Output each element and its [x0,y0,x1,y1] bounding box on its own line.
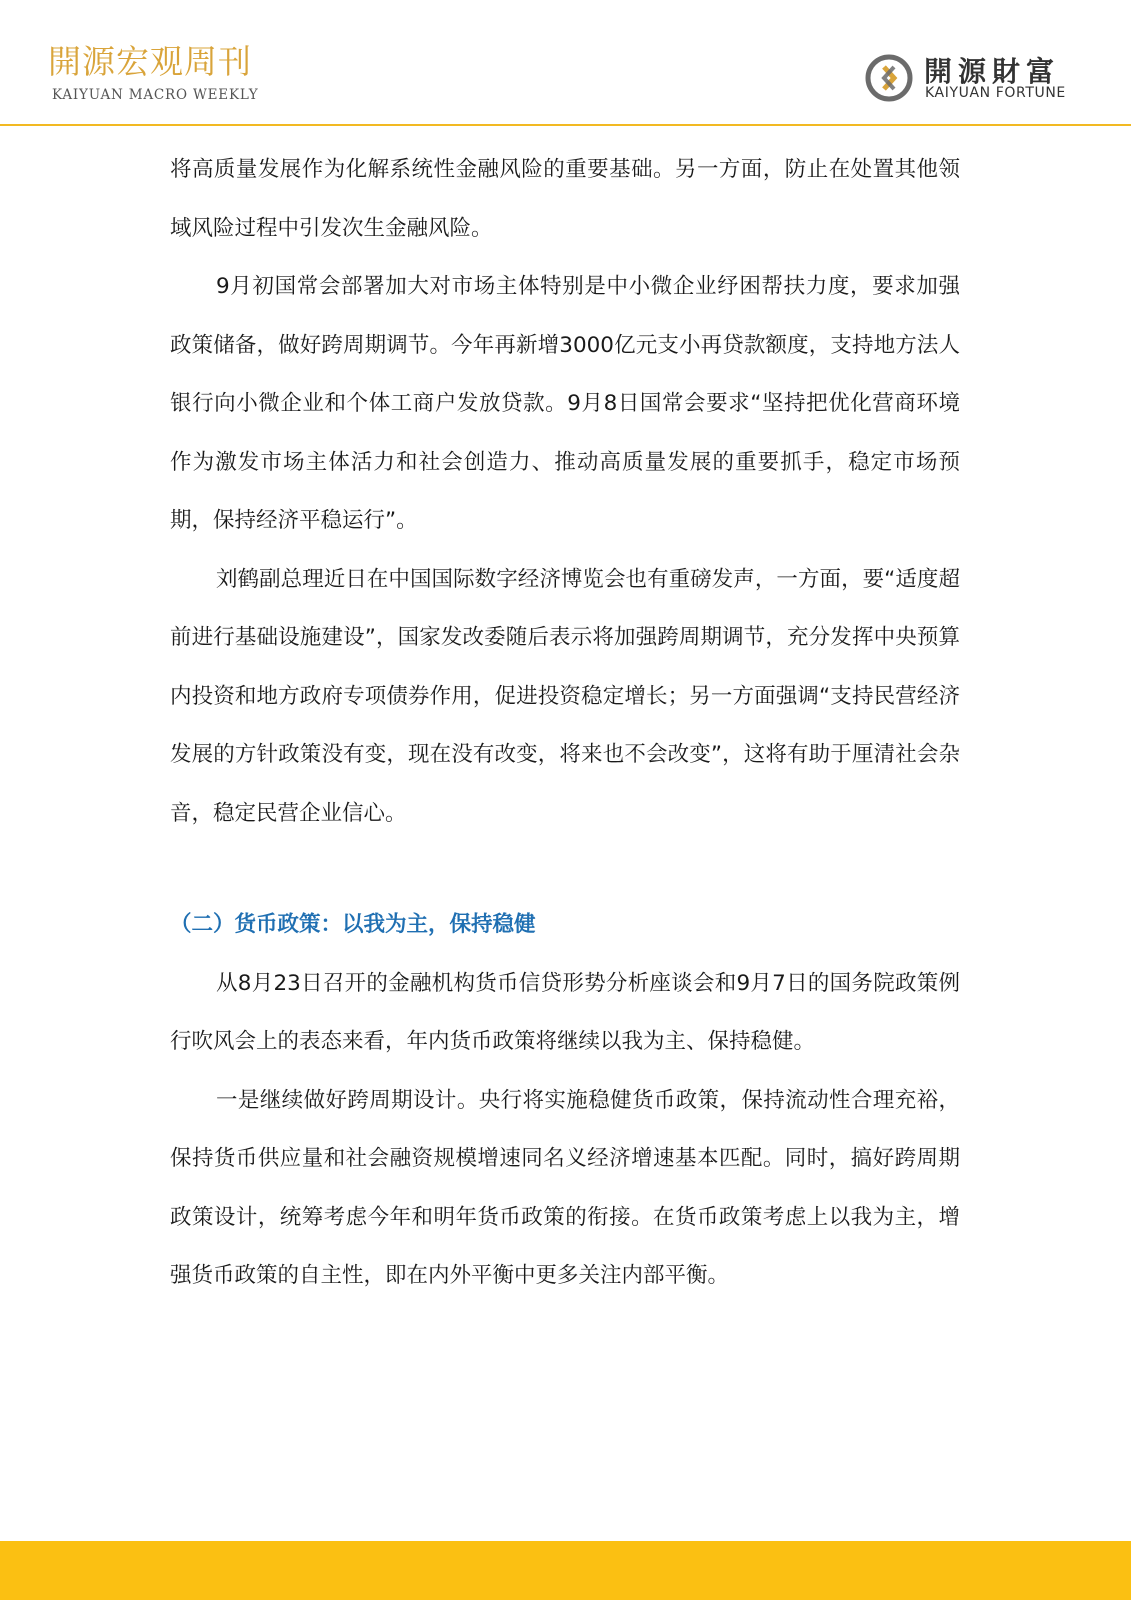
publication-title: 開源宏观周刊 [48,42,252,81]
paragraph-5: 一是继续做好跨周期设计。央行将实施稳健货币政策，保持流动性合理充裕，保持货币供应量和社会融资规模增速同名义经济增速基本匹配。同时，搞好跨周期政策设计，统筹考虑今年和明年货币政策的衔接。在货币政策考虑上以我为主，增强货币政策的自主性，即在内外平衡中更多关注内部平衡。 [170,1087,960,1288]
publication-subtitle: KAIYUAN MACRO WEEKLY [52,87,259,103]
kaiyuan-logo-icon [864,53,914,103]
paragraph-1: 将高质量发展作为化解系统性金融风险的重要基础。另一方面，防止在处置其他领域风险过程中引发次生金融风险。 [170,157,960,241]
section-heading: （二）货币政策：以我为主，保持稳健 [170,912,536,937]
footer-bar [0,1541,1131,1600]
company-name-en: KAIYUAN FORTUNE [925,85,1066,101]
report-body [170,141,960,1306]
paragraph-2: 9月初国常会部署加大对市场主体特别是中小微企业纾困帮扶力度，要求加强政策储备，做好跨周期调节。今年再新增3000亿元支小再贷款额度，支持地方法人银行向小微企业和个体工商户发放贷款。9月8日国常会要求“坚持把优化营商环境作为激发市场主体活力和社会创造力、推动高质量发展的重要抓手，稳定市场预期，保持经济平稳运行”。 [170,274,960,533]
paragraph-4: 从8月23日召开的金融机构货币信贷形势分析座谈会和9月7日的国务院政策例行吹风会上的表态来看，年内货币政策将继续以我为主、保持稳健。 [170,970,960,1054]
company-name-cn: 開源財富 [924,55,1061,88]
header-divider [0,124,1131,126]
section-spacer [170,843,960,896]
paragraph-3: 刘鹤副总理近日在中国国际数字经济博览会也有重磅发声，一方面，要“适度超前进行基础设施建设”，国家发改委随后表示将加强跨周期调节，充分发挥中央预算内投资和地方政府专项债券作用，促进投资稳定增长；另一方面强调“支持民营经济发展的方针政策没有变，现在没有改变，将来也不会改变”，这将有助于厘清社会杂音，稳定民营企业信心。 [170,566,960,826]
page-header [0,0,1131,125]
